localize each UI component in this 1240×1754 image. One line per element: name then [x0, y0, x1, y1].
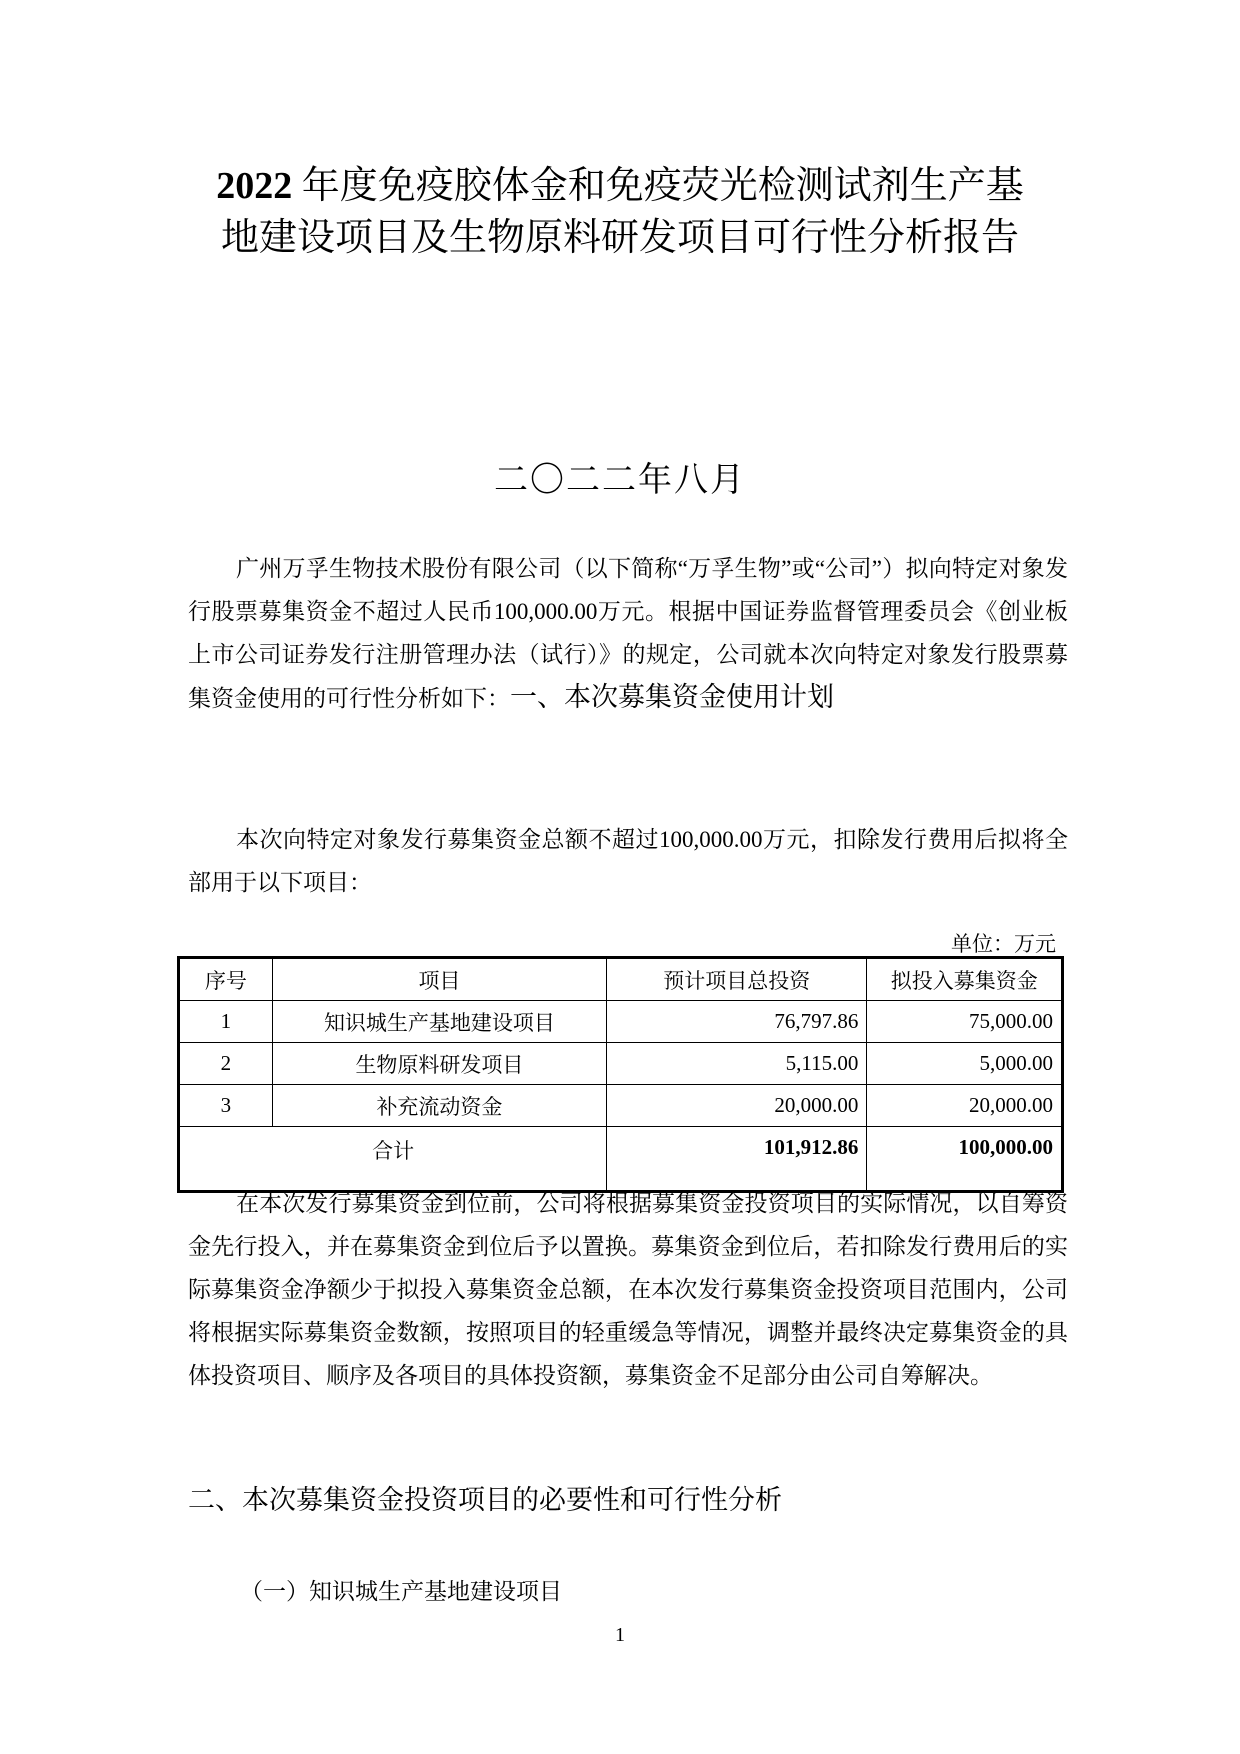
title-year: 2022 [216, 165, 293, 207]
cell-project: 补充流动资金 [272, 1085, 606, 1127]
section1-heading: 一、本次募集资金使用计划 [510, 682, 834, 713]
intro-paragraph [188, 547, 1068, 720]
section1-paragraph: 本次向特定对象发行募集资金总额不超过100,000.00万元，扣除发行费用后拟将全部用于以下项目： [188, 827, 1068, 895]
cell-raised-funds: 5,000.00 [867, 1043, 1063, 1085]
table-row [179, 1043, 1063, 1085]
header-total-investment: 预计项目总投资 [607, 958, 867, 1001]
cell-total-investment: 5,115.00 [607, 1043, 867, 1085]
total-investment: 101,912.86 [607, 1127, 867, 1192]
document-title-line1 [150, 160, 1090, 212]
document-title-line2: 地建设项目及生物原料研发项目可行性分析报告 [220, 217, 1019, 259]
header-raised-funds: 拟投入募集资金 [867, 958, 1063, 1001]
table-unit-label: 单位：万元 [951, 932, 1056, 956]
cell-project: 知识城生产基地建设项目 [272, 1001, 606, 1043]
cell-project: 生物原料研发项目 [272, 1043, 606, 1085]
cell-no: 3 [179, 1085, 273, 1127]
subsection1-heading: （一）知识城生产基地建设项目 [240, 1579, 562, 1604]
total-label: 合计 [179, 1127, 607, 1192]
title-line1-text: 年度免疫胶体金和免疫荧光检测试剂生产基 [301, 165, 1024, 207]
header-no: 序号 [179, 958, 273, 1001]
intro-text: 广州万孚生物技术股份有限公司（以下简称“万孚生物”或“公司”）拟向特定对象发行股票募集资金不超过人民币100,000.00万元。根据中国证券监督管理委员会《创业板上市公司证券发行注册管理办法（试行）》的规定，公司就本次向特定对象发行股票募集资金使用的可行性分析如下： [188, 556, 1068, 711]
header-project: 项目 [272, 958, 606, 1001]
cell-total-investment: 76,797.86 [607, 1001, 867, 1043]
cell-raised-funds: 20,000.00 [867, 1085, 1063, 1127]
cell-total-investment: 20,000.00 [607, 1085, 867, 1127]
cell-no: 2 [179, 1043, 273, 1085]
after-table-paragraph: 在本次发行募集资金到位前，公司将根据募集资金投资项目的实际情况，以自筹资金先行投入，并在募集资金到位后予以置换。募集资金到位后，若扣除发行费用后的实际募集资金净额少于拟投入募集资金总额，在本次发行募集资金投资项目范围内，公司将根据实际募集资金数额，按照项目的轻重缓急等情况，调整并最终决定募集资金的具体投资项目、顺序及各项目的具体投资额，募集资金不足部分由公司自筹解决。 [188, 1191, 1068, 1388]
total-raised-funds: 100,000.00 [867, 1127, 1063, 1192]
table-header-row [179, 958, 1063, 1001]
cell-no: 1 [179, 1001, 273, 1043]
document-date: 二〇二二年八月 [494, 462, 746, 499]
section2-heading: 二、本次募集资金投资项目的必要性和可行性分析 [188, 1485, 782, 1516]
table-row [179, 1001, 1063, 1043]
fund-usage-table [177, 956, 1064, 1193]
cell-raised-funds: 75,000.00 [867, 1001, 1063, 1043]
table-row [179, 1085, 1063, 1127]
page-number: 1 [615, 1624, 625, 1646]
